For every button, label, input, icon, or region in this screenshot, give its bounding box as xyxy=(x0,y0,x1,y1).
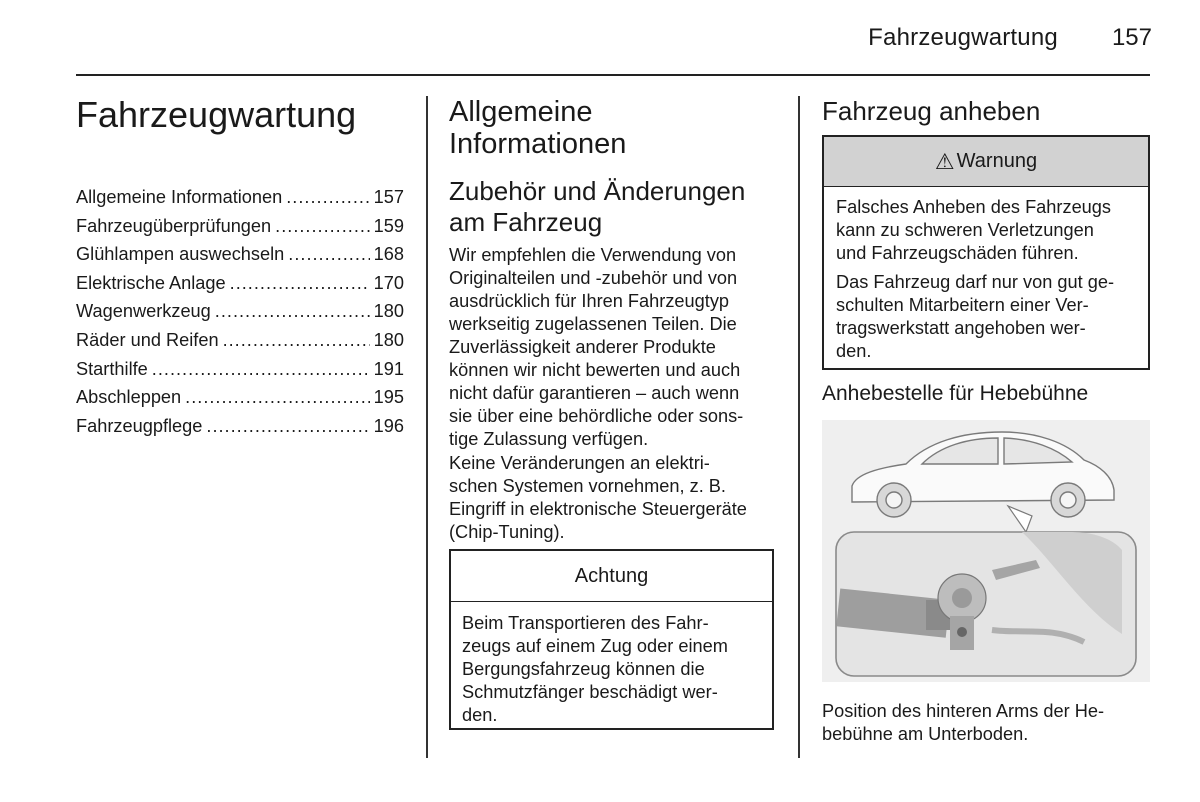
text-line: zeugs auf einem Zug oder einem xyxy=(462,636,728,656)
toc-leader-dots xyxy=(275,216,369,237)
toc-entry[interactable] xyxy=(76,273,404,302)
toc-entry-label: Abschleppen xyxy=(76,387,182,408)
text-line: den. xyxy=(836,341,872,361)
warning-box-body xyxy=(824,187,1148,363)
accessories-paragraph xyxy=(449,244,779,451)
running-header-title: Fahrzeugwartung xyxy=(868,24,1058,51)
text-line: sie über eine behördliche oder sons‐ xyxy=(449,406,744,426)
section-title-line: Allgemeine xyxy=(449,96,593,128)
caution-box-text xyxy=(451,602,772,727)
text-line: werkseitig zugelassenen Teilen. Die xyxy=(449,314,737,334)
toc-entry[interactable] xyxy=(76,387,404,416)
column-divider-right xyxy=(798,96,800,758)
toc-entry-page: 168 xyxy=(373,244,404,265)
caution-box-title: Achtung xyxy=(451,551,772,602)
toc-entry-label: Räder und Reifen xyxy=(76,329,219,350)
caution-box xyxy=(449,549,774,730)
underbody-detail xyxy=(836,532,1136,676)
toc-entry[interactable] xyxy=(76,359,404,388)
toc-entry-label: Fahrzeugüberprüfungen xyxy=(76,215,272,236)
warning-box xyxy=(822,135,1150,370)
warning-box-title: Warnung xyxy=(956,150,1038,172)
toc-entry[interactable] xyxy=(76,216,404,245)
text-line: Position des hinteren Arms der He‐ xyxy=(822,701,1105,721)
toc-leader-dots xyxy=(223,330,370,351)
text-line: bebühne am Unterboden. xyxy=(822,724,1029,744)
warning-paragraph xyxy=(836,196,1138,265)
text-line: Schmutzfänger beschädigt wer‐ xyxy=(462,682,718,702)
toc-entry-label: Allgemeine Informationen xyxy=(76,187,283,207)
chapter-title: Fahrzeugwartung xyxy=(76,94,357,135)
toc-leader-dots xyxy=(230,273,370,294)
table-of-contents xyxy=(76,187,404,444)
lift-point-illustration xyxy=(822,420,1150,682)
figure-caption xyxy=(822,700,1150,746)
toc-entry-page: 157 xyxy=(373,187,404,207)
text-line: schulten Mitarbeitern einer Ver‐ xyxy=(836,295,1089,315)
toc-entry-label: Wagenwerkzeug xyxy=(76,301,211,322)
section-title xyxy=(449,96,779,160)
warning-paragraph xyxy=(836,271,1138,363)
toc-entry-page: 195 xyxy=(373,387,404,408)
toc-leader-dots xyxy=(152,359,370,380)
toc-leader-dots xyxy=(185,387,369,408)
toc-entry-label: Elektrische Anlage xyxy=(76,272,226,293)
text-line: Bergungsfahrzeug können die xyxy=(462,659,705,679)
section-title-line: Informationen xyxy=(449,128,627,160)
column-divider-left xyxy=(426,96,428,758)
lifting-section-title: Fahrzeug anheben xyxy=(822,96,1041,126)
text-line: schen Systemen vornehmen, z. B. xyxy=(449,476,726,496)
page-number: 157 xyxy=(1111,24,1152,51)
text-line: nicht dafür garantieren – auch wenn xyxy=(449,383,740,403)
toc-entry-page: 196 xyxy=(373,415,404,436)
toc-entry-label: Fahrzeugpflege xyxy=(76,415,203,436)
header-rule xyxy=(76,74,1150,76)
toc-leader-dots xyxy=(215,301,370,322)
toc-entry-page: 159 xyxy=(373,215,404,236)
text-line: tragswerkstatt angehoben wer‐ xyxy=(836,318,1086,338)
text-line: den. xyxy=(462,705,498,725)
electrical-modifications-paragraph xyxy=(449,452,779,544)
text-line: Das Fahrzeug darf nur von gut ge‐ xyxy=(836,272,1115,292)
toc-entry[interactable] xyxy=(76,416,404,445)
toc-entry-page: 191 xyxy=(373,358,404,379)
text-line: Falsches Anheben des Fahrzeugs xyxy=(836,197,1112,217)
warning-box-header xyxy=(824,137,1148,187)
toc-entry[interactable] xyxy=(76,244,404,273)
text-line: und Fahrzeugschäden führen. xyxy=(836,243,1079,263)
toc-leader-dots xyxy=(286,187,369,208)
lift-point-subtitle: Anhebestelle für Hebebühne xyxy=(822,382,1089,405)
subsection-title-line: Zubehör und Änderungen xyxy=(449,176,746,206)
toc-entry-label: Glühlampen auswechseln xyxy=(76,244,285,265)
text-line: Originalteilen und -zubehör und von xyxy=(449,268,738,288)
subsection-title-line: am Fahrzeug xyxy=(449,207,603,237)
running-header xyxy=(868,24,1152,58)
toc-entry[interactable] xyxy=(76,330,404,359)
toc-entry-label: Starthilfe xyxy=(76,358,148,379)
text-line: Wir empfehlen die Verwendung von xyxy=(449,245,737,265)
toc-entry-page: 180 xyxy=(373,301,404,322)
toc-leader-dots xyxy=(288,244,369,265)
warning-triangle-icon: ⚠ xyxy=(934,148,955,174)
text-line: können wir nicht bewerten und auch xyxy=(449,360,741,380)
toc-entry-page: 180 xyxy=(373,329,404,350)
text-line: tige Zulassung verfügen. xyxy=(449,429,649,449)
toc-entry[interactable] xyxy=(76,301,404,330)
text-line: Beim Transportieren des Fahr‐ xyxy=(462,613,709,633)
text-line: Eingriff in elektronische Steuergeräte xyxy=(449,499,747,519)
toc-entry-page: 170 xyxy=(373,272,404,293)
text-line: Zuverlässigkeit anderer Produkte xyxy=(449,337,716,357)
toc-leader-dots xyxy=(206,416,369,437)
text-line: (Chip-Tuning). xyxy=(449,522,565,542)
toc-entry[interactable] xyxy=(76,187,404,216)
text-line: ausdrücklich für Ihren Fahrzeugtyp xyxy=(449,291,730,311)
subsection-title xyxy=(449,176,779,238)
text-line: kann zu schweren Verletzungen xyxy=(836,220,1094,240)
text-line: Keine Veränderungen an elektri‐ xyxy=(449,453,710,473)
